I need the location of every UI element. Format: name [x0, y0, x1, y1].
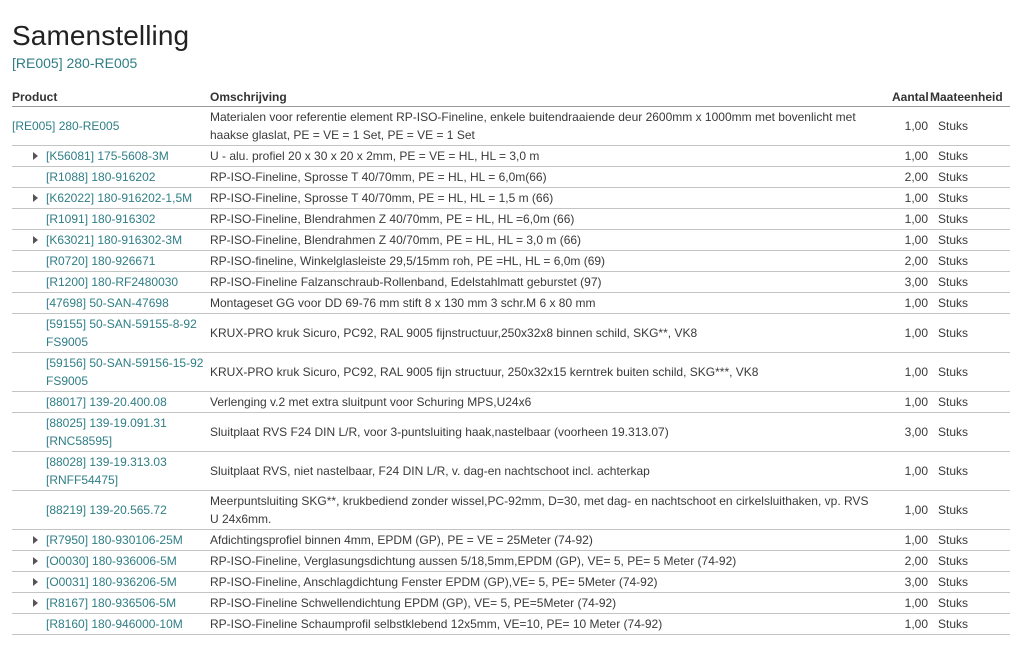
description-cell: Montageset GG voor DD 69-76 mm stift 8 x 130 mm 3 schr.M 6 x 80 mm	[210, 293, 892, 314]
composition-table	[12, 89, 1010, 635]
product-cell[interactable]	[12, 146, 210, 167]
header-product: Product	[12, 89, 210, 107]
product-cell[interactable]	[12, 353, 210, 392]
expand-arrow-icon[interactable]	[33, 536, 38, 544]
table-row[interactable]	[12, 530, 1010, 551]
product-cell[interactable]	[12, 413, 210, 452]
product-code[interactable]: [R1091] 180-916302	[46, 212, 156, 226]
product-code[interactable]: [59155] 50-SAN-59155-8-92 FS9005	[46, 317, 197, 349]
unit-cell: Stuks	[928, 593, 1010, 614]
description-cell: U - alu. profiel 20 x 30 x 20 x 2mm, PE = VE = HL, HL = 3,0 m	[210, 146, 892, 167]
unit-cell: Stuks	[928, 491, 1010, 530]
unit-cell: Stuks	[928, 551, 1010, 572]
product-cell[interactable]	[12, 167, 210, 188]
description-cell: Afdichtingsprofiel binnen 4mm, EPDM (GP), PE = VE = 25Meter (74-92)	[210, 530, 892, 551]
product-cell[interactable]	[12, 230, 210, 251]
unit-cell: Stuks	[928, 293, 1010, 314]
page-subtitle: [RE005] 280-RE005	[12, 55, 138, 71]
table-row[interactable]	[12, 167, 1010, 188]
product-code[interactable]: [O0030] 180-936006-5M	[46, 554, 177, 568]
description-cell: RP-ISO-Fineline, Blendrahmen Z 40/70mm, PE = HL, HL =6,0m (66)	[210, 209, 892, 230]
table-row[interactable]	[12, 251, 1010, 272]
unit-cell: Stuks	[928, 230, 1010, 251]
unit-cell: Stuks	[928, 413, 1010, 452]
unit-cell: Stuks	[928, 188, 1010, 209]
expand-arrow-icon[interactable]	[33, 194, 38, 202]
amount-cell: 1,00	[892, 230, 928, 251]
product-cell[interactable]	[12, 491, 210, 530]
product-code[interactable]: [K62022] 180-916202-1,5M	[46, 191, 193, 205]
amount-cell: 1,00	[892, 314, 928, 353]
table-row[interactable]	[12, 452, 1010, 491]
product-code[interactable]: [R0720] 180-926671	[46, 254, 156, 268]
unit-cell: Stuks	[928, 146, 1010, 167]
table-row[interactable]	[12, 209, 1010, 230]
table-body	[12, 107, 1010, 635]
description-cell: RP-ISO-Fineline, Blendrahmen Z 40/70mm, PE = HL, HL = 3,0 m (66)	[210, 230, 892, 251]
header-amount: Aantal	[892, 89, 928, 107]
description-cell: KRUX-PRO kruk Sicuro, PC92, RAL 9005 fijnstructuur,250x32x8 binnen schild, SKG**, VK8	[210, 314, 892, 353]
table-row[interactable]	[12, 293, 1010, 314]
table-row[interactable]	[12, 413, 1010, 452]
unit-cell: Stuks	[928, 314, 1010, 353]
product-cell[interactable]	[12, 572, 210, 593]
product-code[interactable]: [O0031] 180-936206-5M	[46, 575, 177, 589]
header-unit: Maateenheid	[928, 89, 1010, 107]
table-row[interactable]	[12, 272, 1010, 293]
product-cell[interactable]	[12, 314, 210, 353]
expand-arrow-icon[interactable]	[33, 152, 38, 160]
description-cell: Meerpuntsluiting SKG**, krukbediend zonder wissel,PC-92mm, D=30, met dag- en nachtschoot en cirkelsluithaken, vp. RVS U 24x6mm.	[210, 491, 892, 530]
table-row[interactable]	[12, 551, 1010, 572]
product-cell[interactable]	[12, 293, 210, 314]
amount-cell: 3,00	[892, 272, 928, 293]
table-row[interactable]	[12, 593, 1010, 614]
description-cell: RP-ISO-Fineline Falzanschraub-Rollenband, Edelstahlmatt geburstet (97)	[210, 272, 892, 293]
table-row[interactable]	[12, 146, 1010, 167]
unit-cell: Stuks	[928, 452, 1010, 491]
product-cell[interactable]	[12, 551, 210, 572]
product-code[interactable]: [R7950] 180-930106-25M	[46, 533, 183, 547]
amount-cell: 1,00	[892, 614, 928, 635]
product-code[interactable]: [R8167] 180-936506-5M	[46, 596, 177, 610]
product-cell[interactable]	[12, 614, 210, 635]
unit-cell: Stuks	[928, 209, 1010, 230]
amount-cell: 2,00	[892, 167, 928, 188]
product-cell[interactable]	[12, 272, 210, 293]
amount-cell: 1,00	[892, 146, 928, 167]
table-row[interactable]	[12, 188, 1010, 209]
product-code[interactable]: [RE005] 280-RE005	[12, 119, 120, 133]
description-cell: RP-ISO-Fineline, Verglasungsdichtung aussen 5/18,5mm,EPDM (GP), VE= 5, PE= 5 Meter (74-92)	[210, 551, 892, 572]
description-cell: RP-ISO-Fineline, Sprosse T 40/70mm, PE = HL, HL = 1,5 m (66)	[210, 188, 892, 209]
description-cell: Verlenging v.2 met extra sluitpunt voor Schuring MPS,U24x6	[210, 392, 892, 413]
amount-cell: 1,00	[892, 392, 928, 413]
product-cell[interactable]	[12, 209, 210, 230]
amount-cell: 1,00	[892, 491, 928, 530]
table-row[interactable]	[12, 491, 1010, 530]
description-cell: RP-ISO-fineline, Winkelglasleiste 29,5/15mm roh, PE =HL, HL = 6,0m (69)	[210, 251, 892, 272]
unit-cell: Stuks	[928, 272, 1010, 293]
table-header-row	[12, 89, 1010, 107]
expand-arrow-icon[interactable]	[33, 578, 38, 586]
table-row[interactable]	[12, 353, 1010, 392]
description-cell: KRUX-PRO kruk Sicuro, PC92, RAL 9005 fijn structuur, 250x32x15 kerntrek buiten schild, SKG***, VK8	[210, 353, 892, 392]
product-code[interactable]: [88028] 139-19.313.03 [RNFF54475]	[46, 455, 167, 487]
product-cell[interactable]	[12, 392, 210, 413]
product-cell[interactable]	[12, 107, 210, 146]
unit-cell: Stuks	[928, 107, 1010, 146]
unit-cell: Stuks	[928, 530, 1010, 551]
product-code[interactable]: [R1200] 180-RF2480030	[46, 275, 179, 289]
product-code[interactable]: [88025] 139-19.091.31 [RNC58595]	[46, 416, 167, 448]
amount-cell: 1,00	[892, 593, 928, 614]
unit-cell: Stuks	[928, 353, 1010, 392]
table-row[interactable]	[12, 230, 1010, 251]
table-row[interactable]	[12, 107, 1010, 146]
amount-cell: 1,00	[892, 107, 928, 146]
amount-cell: 3,00	[892, 413, 928, 452]
product-cell[interactable]	[12, 530, 210, 551]
product-cell[interactable]	[12, 188, 210, 209]
expand-arrow-icon[interactable]	[33, 236, 38, 244]
unit-cell: Stuks	[928, 392, 1010, 413]
page-title: Samenstelling	[12, 20, 190, 51]
product-code[interactable]: [59156] 50-SAN-59156-15-92 FS9005	[46, 356, 204, 388]
product-code[interactable]: [K56081] 175-5608-3M	[46, 149, 169, 163]
description-cell: RP-ISO-Fineline, Anschlagdichtung Fenster EPDM (GP),VE= 5, PE= 5Meter (74-92)	[210, 572, 892, 593]
product-code[interactable]: [K63021] 180-916302-3M	[46, 233, 183, 247]
description-cell: RP-ISO-Fineline, Sprosse T 40/70mm, PE = HL, HL = 6,0m(66)	[210, 167, 892, 188]
product-code[interactable]: [88219] 139-20.565.72	[46, 503, 167, 517]
table-row[interactable]	[12, 314, 1010, 353]
amount-cell: 1,00	[892, 188, 928, 209]
amount-cell: 1,00	[892, 452, 928, 491]
amount-cell: 1,00	[892, 530, 928, 551]
product-code[interactable]: [R8160] 180-946000-10M	[46, 617, 183, 631]
description-cell: Materialen voor referentie element RP-ISO-Fineline, enkele buitendraaiende deur 2600mm x 1000mm met bovenlicht met haakse glaslat, PE = VE = 1 Set, PE = VE = 1 Set	[210, 107, 892, 146]
product-code[interactable]: [88017] 139-20.400.08	[46, 395, 167, 409]
description-cell: RP-ISO-Fineline Schaumprofil selbstklebend 12x5mm, VE=10, PE= 10 Meter (74-92)	[210, 614, 892, 635]
amount-cell: 1,00	[892, 353, 928, 392]
amount-cell: 1,00	[892, 293, 928, 314]
table-row[interactable]	[12, 572, 1010, 593]
description-cell: Sluitplaat RVS, niet nastelbaar, F24 DIN L/R, v. dag-en nachtschoot incl. achterkap	[210, 452, 892, 491]
product-code[interactable]: [R1088] 180-916202	[46, 170, 156, 184]
amount-cell: 2,00	[892, 551, 928, 572]
product-cell[interactable]	[12, 251, 210, 272]
unit-cell: Stuks	[928, 614, 1010, 635]
unit-cell: Stuks	[928, 251, 1010, 272]
product-cell[interactable]	[12, 593, 210, 614]
unit-cell: Stuks	[928, 167, 1010, 188]
product-cell[interactable]	[12, 452, 210, 491]
amount-cell: 1,00	[892, 209, 928, 230]
header-description: Omschrijving	[210, 89, 892, 107]
description-cell: Sluitplaat RVS F24 DIN L/R, voor 3-puntsluiting haak,nastelbaar (voorheen 19.313.07)	[210, 413, 892, 452]
amount-cell: 3,00	[892, 572, 928, 593]
table-row[interactable]	[12, 614, 1010, 635]
unit-cell: Stuks	[928, 572, 1010, 593]
table-row[interactable]	[12, 392, 1010, 413]
expand-arrow-icon[interactable]	[33, 599, 38, 607]
expand-arrow-icon[interactable]	[33, 557, 38, 565]
product-code[interactable]: [47698] 50-SAN-47698	[46, 296, 169, 310]
description-cell: RP-ISO-Fineline Schwellendichtung EPDM (GP), VE= 5, PE=5Meter (74-92)	[210, 593, 892, 614]
amount-cell: 2,00	[892, 251, 928, 272]
